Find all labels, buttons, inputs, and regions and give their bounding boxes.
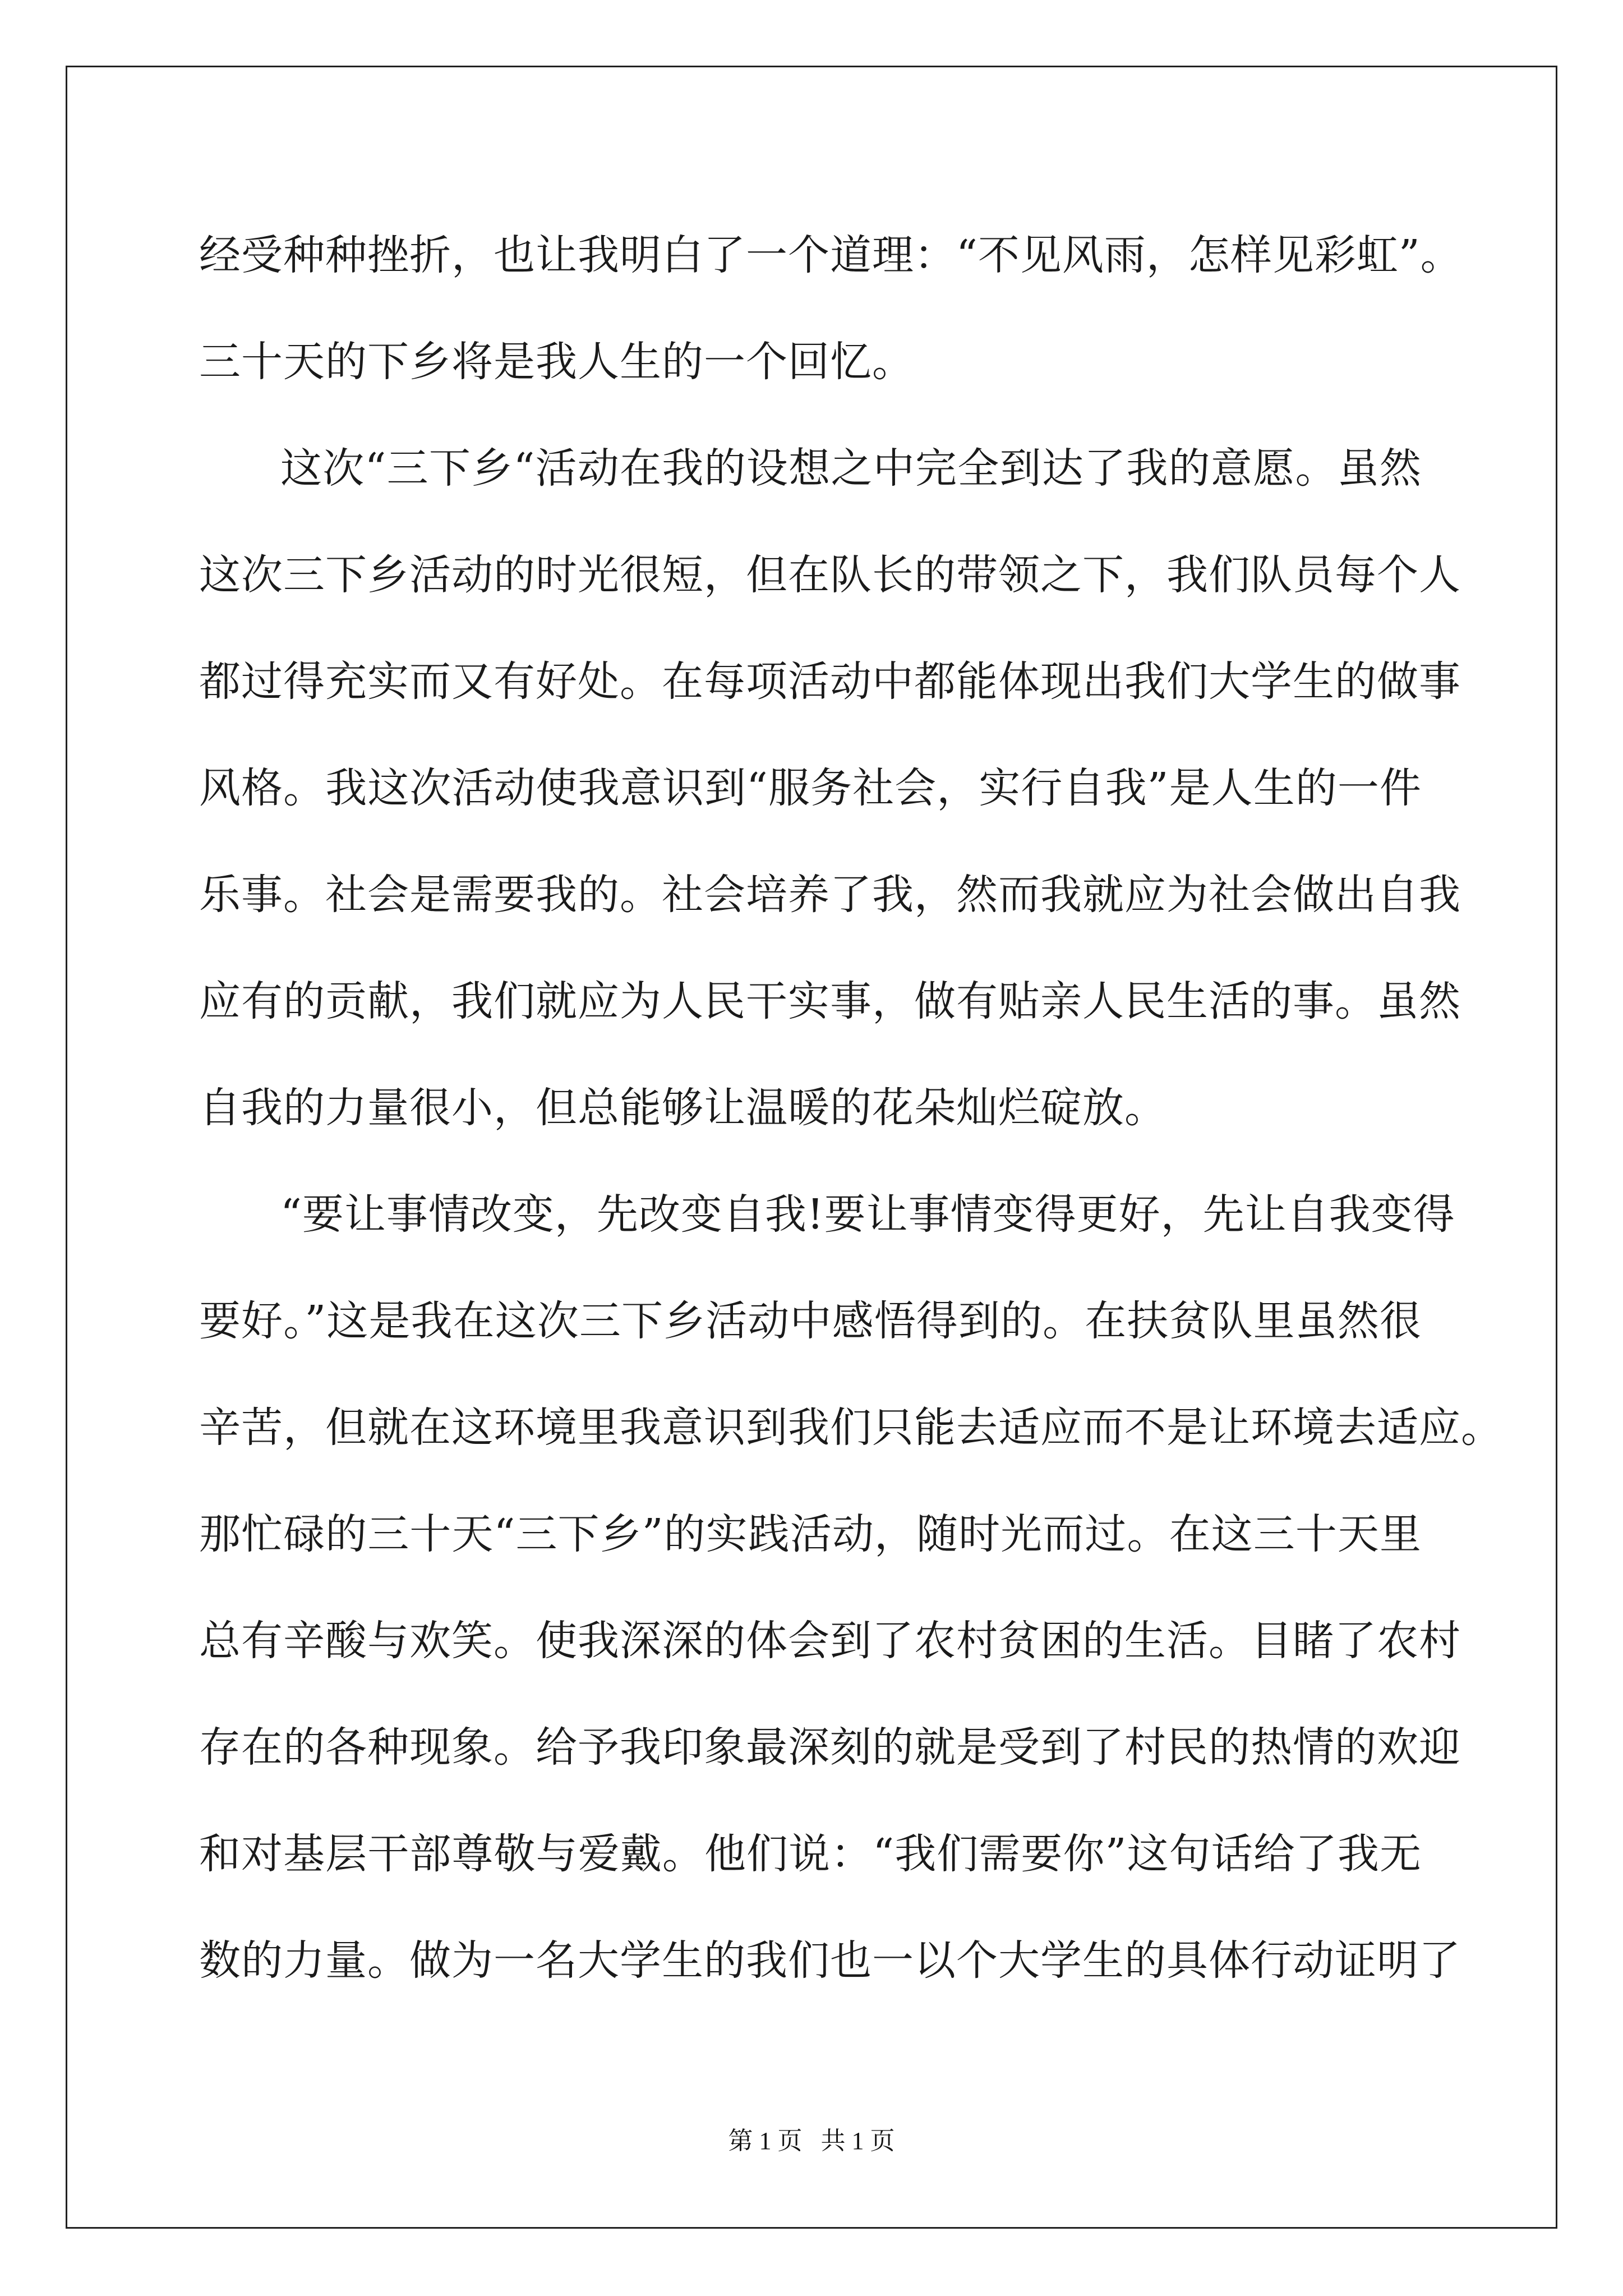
text-line: 乐事。社会是需要我的。社会培养了我，然而我就应为社会做出自我 xyxy=(199,871,1461,919)
text-line: 存在的各种现象。给予我印象最深刻的就是受到了村民的热情的欢迎 xyxy=(199,1723,1461,1772)
text-line: 风格。我这次活动使我意识到“服务社会，实行自我”是人生的一件 xyxy=(199,764,1422,812)
text-line: 要好。”这是我在这次三下乡活动中感悟得到的。在扶贫队里虽然很 xyxy=(199,1297,1422,1345)
text-line: “要让事情改变，先改变自我!要让事情变得更好，先让自我变得 xyxy=(280,1190,1455,1239)
text-line: 自我的力量很小，但总能够让温暖的花朵灿烂碇放。 xyxy=(199,1084,1166,1132)
text-line: 辛苦，但就在这环境里我意识到我们只能去适应而不是让环境去适应。 xyxy=(199,1404,1503,1452)
text-line: 三十天的下乡将是我人生的一个回忆。 xyxy=(199,338,914,386)
text-line: 经受种种挫折，也让我明白了一个道理：“不见风雨，怎样见彩虹”。 xyxy=(199,231,1463,279)
document-body xyxy=(199,202,1503,2014)
text-line: 那忙碌的三十天“三下乡”的实践活动，随时光而过。在这三十天里 xyxy=(199,1510,1422,1558)
text-line: 应有的贡献，我们就应为人民干实事，做有贴亲人民生活的事。虽然 xyxy=(199,977,1461,1025)
text-line: 总有辛酸与欢笑。使我深深的体会到了农村贫困的生活。目睹了农村 xyxy=(199,1617,1461,1665)
text-line: 这次“三下乡“活动在我的设想之中完全到达了我的意愿。虽然 xyxy=(280,444,1422,493)
text-line: 这次三下乡活动的时光很短，但在队长的带领之下，我们队员每个人 xyxy=(199,551,1461,599)
text-line: 都过得充实而又有好处。在每项活动中都能体现出我们大学生的做事 xyxy=(199,657,1461,706)
text-line: 数的力量。做为一名大学生的我们也一以个大学生的具体行动证明了 xyxy=(199,1936,1461,1985)
page-number-footer: 第 1 页 共 1 页 xyxy=(728,2127,895,2155)
text-line: 和对基层干部尊敬与爱戴。他们说：“我们需要你”这句话给了我无 xyxy=(199,1830,1422,1878)
